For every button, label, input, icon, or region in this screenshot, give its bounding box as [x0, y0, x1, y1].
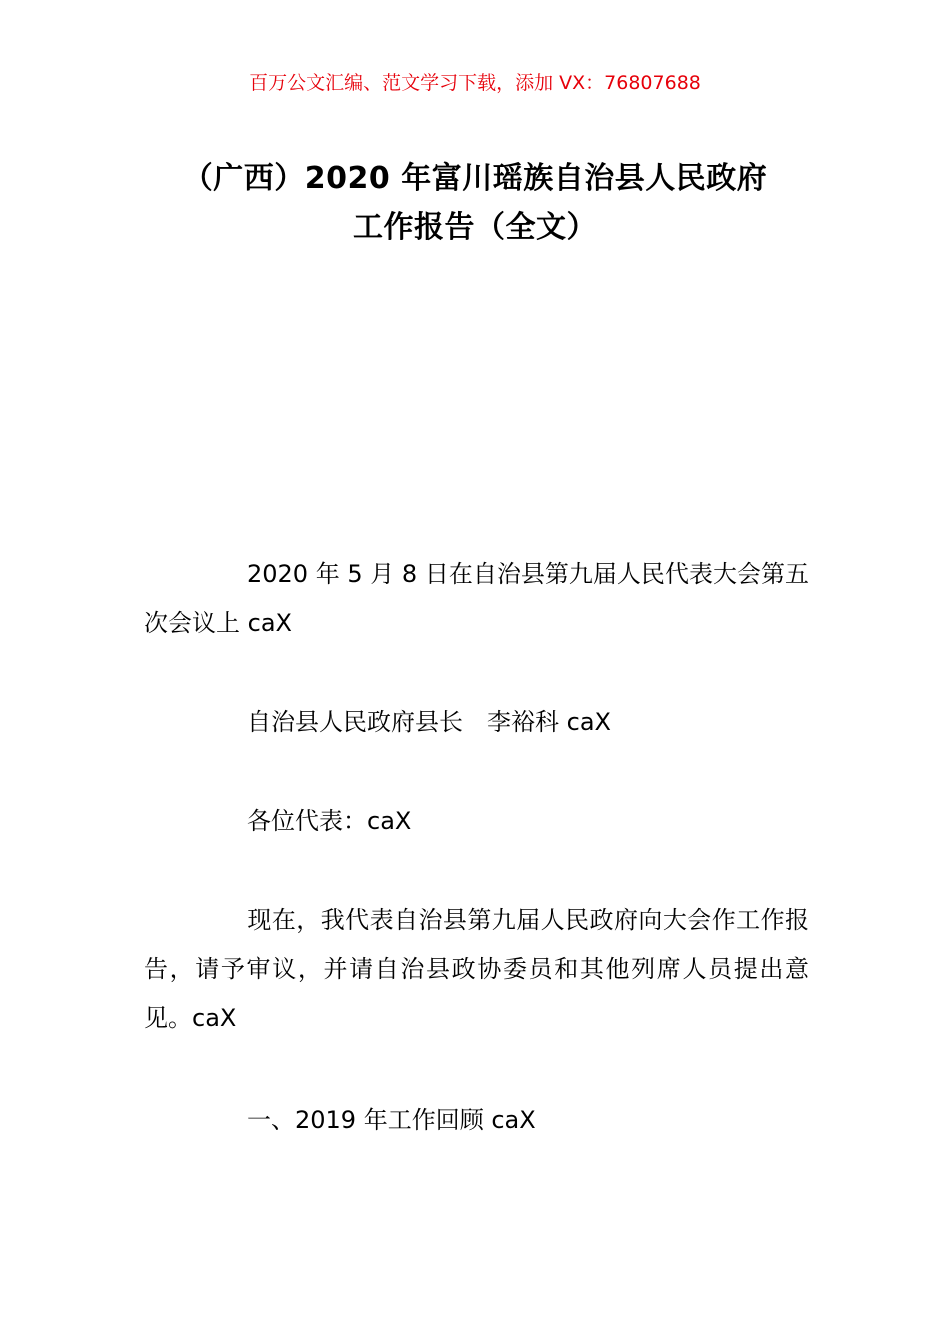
paragraph-text: 自治县人民政府县长 李裕科 caX — [247, 708, 611, 736]
paragraph-text: 2020 年 5 月 8 日在自治县第九届人民代表大会第五次会议上 caX — [144, 560, 809, 637]
promo-header-note: 百万公文汇编、范文学习下载，添加 VX：76807688 — [249, 72, 701, 94]
document-title-line-2: 工作报告（全文） — [353, 210, 597, 245]
document-title-line-1: （广西）2020 年富川瑶族自治县人民政府 — [182, 161, 768, 196]
paragraph-text: 一、2019 年工作回顾 caX — [247, 1106, 536, 1134]
paragraph-text: 现在，我代表自治县第九届人民政府向大会作工作报告，请予审议，并请自治县政协委员和其他列席人员提出意见。caX — [144, 906, 809, 1032]
salutation-paragraph — [144, 797, 809, 846]
paragraph-text: 各位代表：caX — [247, 807, 412, 835]
meeting-date-paragraph — [144, 550, 809, 648]
speaker-paragraph — [144, 698, 809, 747]
section-heading-paragraph — [144, 1096, 809, 1145]
intro-paragraph — [144, 896, 809, 1043]
